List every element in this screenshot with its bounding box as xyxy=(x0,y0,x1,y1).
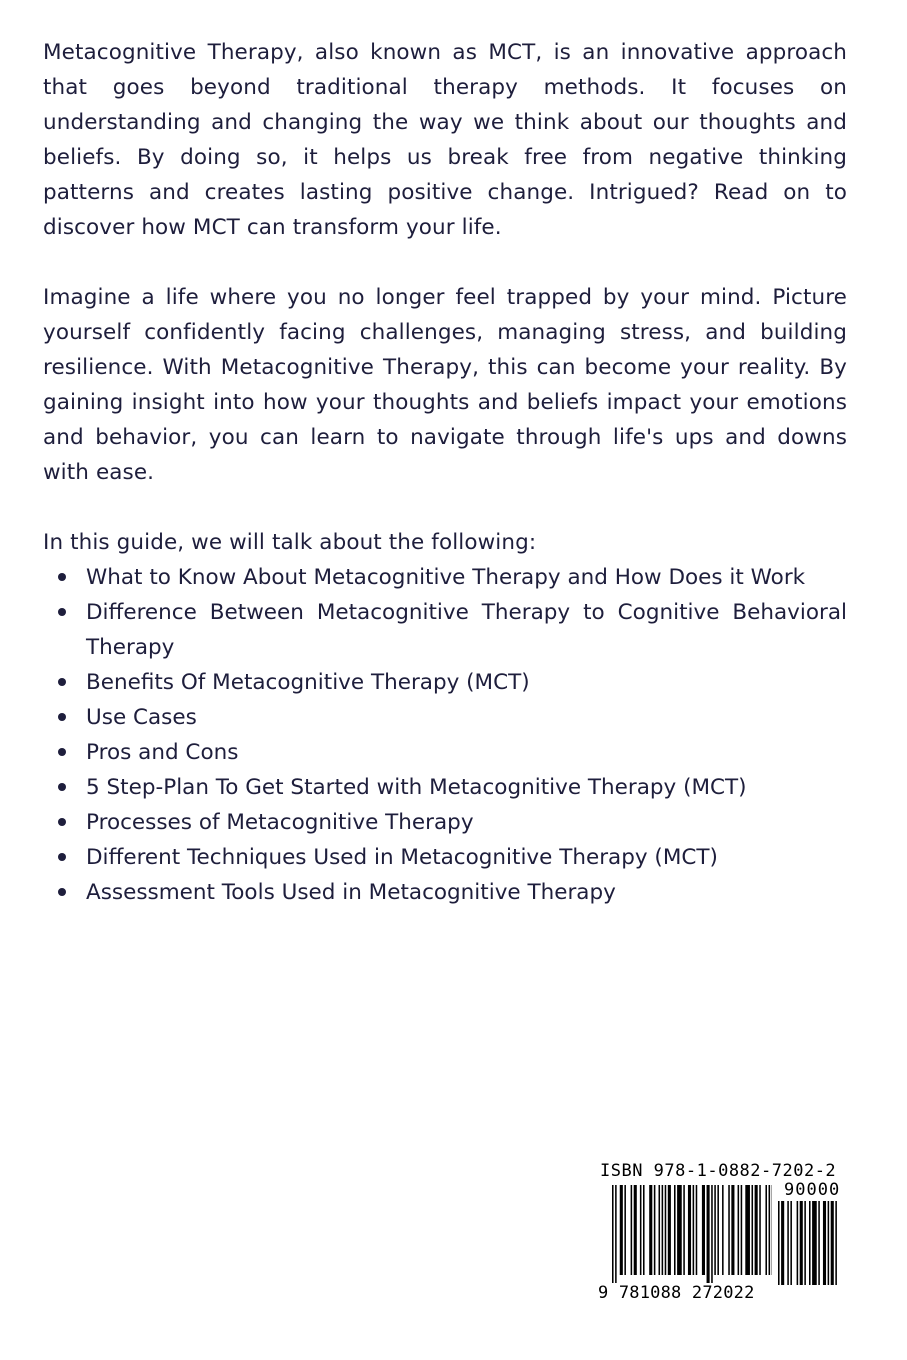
list-item-text: Pros and Cons xyxy=(86,740,239,765)
list-item-text: Different Techniques Used in Metacognitive Therapy (MCT) xyxy=(86,845,718,870)
isbn-barcode xyxy=(598,1161,856,1313)
bullet-icon xyxy=(58,713,66,721)
list-item-text: Assessment Tools Used in Metacognitive Therapy xyxy=(86,880,616,905)
isbn-digits: 9 781088 272022 xyxy=(598,1283,755,1303)
list-item-text: Processes of Metacognitive Therapy xyxy=(86,810,474,835)
back-cover-text xyxy=(43,35,847,910)
bullet-icon xyxy=(58,748,66,756)
price-code: 90000 xyxy=(784,1180,841,1200)
list-item-text: Benefits Of Metacognitive Therapy (MCT) xyxy=(86,670,530,695)
list-item xyxy=(43,875,847,910)
list-item-text: Difference Between Metacognitive Therapy to Cognitive Behavioral Therapy xyxy=(86,600,847,660)
addon-barcode-bars-icon xyxy=(778,1201,852,1289)
list-item xyxy=(43,805,847,840)
bullet-icon xyxy=(58,888,66,896)
list-item xyxy=(43,595,847,665)
bullet-icon xyxy=(58,783,66,791)
topics-intro: In this guide, we will talk about the following: xyxy=(43,530,537,555)
list-item xyxy=(43,700,847,735)
bullet-icon xyxy=(58,853,66,861)
list-item-text: What to Know About Metacognitive Therapy and How Does it Work xyxy=(86,565,806,590)
list-item-text: Use Cases xyxy=(86,705,197,730)
list-item xyxy=(43,840,847,875)
topics-list xyxy=(43,560,847,910)
bullet-icon xyxy=(58,678,66,686)
bullet-icon xyxy=(58,573,66,581)
list-item xyxy=(43,665,847,700)
isbn-label: ISBN 978-1-0882-7202-2 xyxy=(600,1161,837,1181)
barcode-bars-icon xyxy=(612,1185,772,1289)
bullet-icon xyxy=(58,818,66,826)
paragraph-intro: Metacognitive Therapy, also known as MCT, is an innovative approach that goes beyond traditional therapy methods. It focuses on understanding and changing the way we think about our thoughts and beliefs. By doing so, it helps us break free from negative thinking patterns and creates lasting positive change. Intrigued? Read on to discover how MCT can transform your life. xyxy=(43,40,847,240)
list-item xyxy=(43,560,847,595)
bullet-icon xyxy=(58,608,66,616)
list-item xyxy=(43,735,847,770)
paragraph-imagine: Imagine a life where you no longer feel trapped by your mind. Picture yourself confidently facing challenges, managing stress, and building resilience. With Metacognitive Therapy, this can become your reality. By gaining insight into how your thoughts and beliefs impact your emotions and behavior, you can learn to navigate through life's ups and downs with ease. xyxy=(43,285,847,485)
list-item-text: 5 Step-Plan To Get Started with Metacognitive Therapy (MCT) xyxy=(86,775,747,800)
list-item xyxy=(43,770,847,805)
